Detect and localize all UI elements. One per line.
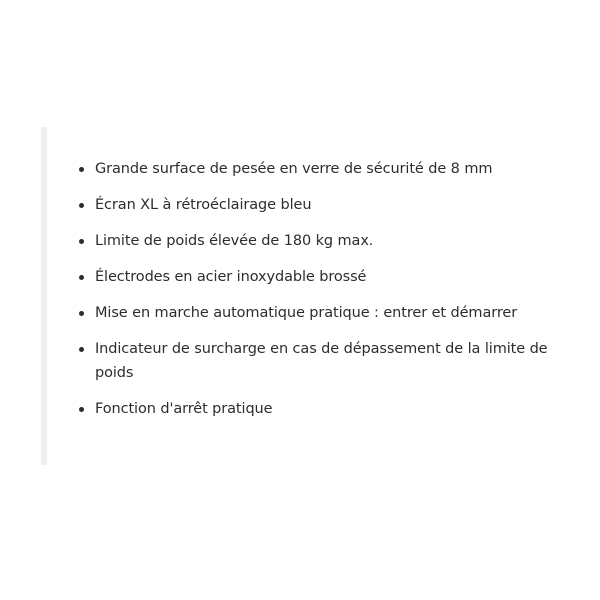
list-item: Écran XL à rétroéclairage bleu <box>95 193 565 217</box>
list-item: Électrodes en acier inoxydable brossé <box>95 265 565 289</box>
list-item: Fonction d'arrêt pratique <box>95 397 565 421</box>
feature-list <box>95 157 565 433</box>
list-item: Limite de poids élevée de 180 kg max. <box>95 229 565 253</box>
list-item: Mise en marche automatique pratique : entrer et démarrer <box>95 301 565 325</box>
list-item: Indicateur de surcharge en cas de dépassement de la limite de poids <box>95 337 565 385</box>
quote-bar <box>41 127 47 465</box>
list-item: Grande surface de pesée en verre de sécurité de 8 mm <box>95 157 565 181</box>
